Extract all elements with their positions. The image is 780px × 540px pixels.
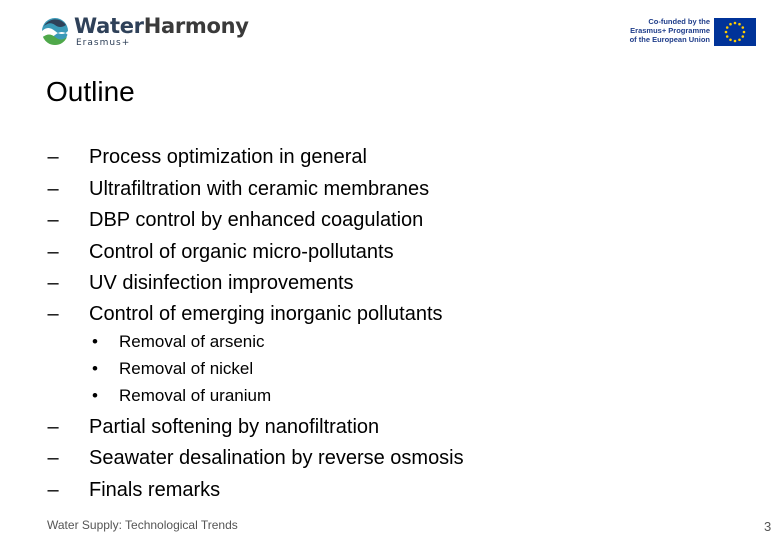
dash-marker: –	[47, 146, 59, 168]
logo-wordmark	[74, 14, 249, 38]
outline-item-text: Finals remarks	[89, 479, 221, 501]
eu-star	[734, 22, 737, 25]
eu-text-line-2: Erasmus+ Programme	[630, 26, 710, 35]
outline-item-text: Control of emerging inorganic pollutants	[89, 303, 443, 325]
water-harmony-logo	[40, 14, 249, 50]
logo-word-water: Water	[74, 14, 144, 38]
bullet-marker: •	[92, 386, 98, 405]
outline-item-text: Ultrafiltration with ceramic membranes	[89, 178, 430, 200]
dash-marker: –	[47, 447, 59, 469]
eu-star	[734, 40, 737, 43]
outline-item-text: Control of organic micro-pollutants	[89, 241, 394, 263]
eu-cofunded-badge	[618, 14, 758, 48]
bullet-marker: •	[92, 359, 98, 378]
dash-marker: –	[47, 209, 59, 231]
eu-star	[738, 23, 741, 26]
eu-star	[726, 35, 729, 38]
eu-star	[743, 31, 746, 34]
outline-item-text: Process optimization in general	[89, 146, 367, 168]
eu-star	[725, 31, 728, 34]
outline-item-text: Partial softening by nanofiltration	[89, 416, 380, 438]
outline-subitem-text: Removal of uranium	[119, 386, 272, 405]
dash-marker: –	[47, 416, 59, 438]
eu-star	[741, 35, 744, 38]
footer-text: Water Supply: Technological Trends	[47, 518, 238, 532]
slide-title: Outline	[46, 76, 135, 107]
eu-star	[741, 26, 744, 29]
dash-marker: –	[47, 178, 59, 200]
eu-star	[738, 38, 741, 41]
eu-star	[729, 38, 732, 41]
outline-subitem-text: Removal of nickel	[119, 359, 254, 378]
dash-marker: –	[47, 272, 59, 294]
outline-item-text: Seawater desalination by reverse osmosis	[89, 447, 464, 469]
dash-marker: –	[47, 479, 59, 501]
eu-flag-icon	[714, 18, 756, 46]
page-number: 3	[764, 519, 772, 534]
logo-subtitle: Erasmus+	[76, 38, 131, 48]
dash-marker: –	[47, 241, 59, 263]
eu-text-line-1: Co-funded by the	[648, 17, 710, 26]
water-drop-icon	[40, 16, 70, 46]
eu-star	[729, 23, 732, 26]
outline-item-text: DBP control by enhanced coagulation	[89, 209, 424, 231]
eu-text-line-3: of the European Union	[629, 35, 710, 44]
eu-star	[726, 26, 729, 29]
eu-text	[618, 17, 710, 44]
bullet-marker: •	[92, 332, 98, 351]
outline-subitem-text: Removal of arsenic	[119, 332, 265, 351]
logo-word-harmony: Harmony	[143, 14, 249, 38]
outline-item-text: UV disinfection improvements	[89, 272, 354, 294]
dash-marker: –	[47, 303, 59, 325]
